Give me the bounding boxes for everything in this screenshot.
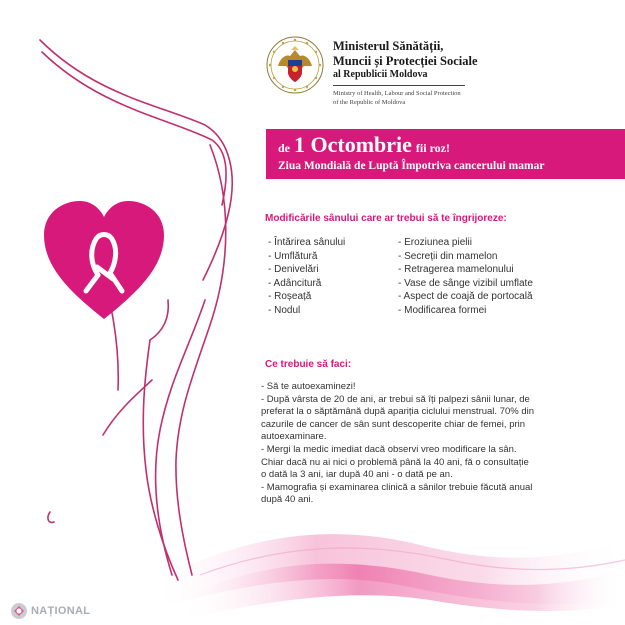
- list-item: - Secreții din mamelon: [398, 250, 498, 262]
- watermark-text: NAȚIONAL: [31, 605, 91, 617]
- ministry-divider: [333, 85, 465, 86]
- heart-icon: [40, 197, 168, 321]
- list-item: - Adâncitură: [268, 277, 322, 289]
- list-item: - Mamografia și examinarea clinică a sânilor trebuie făcută anual: [261, 481, 533, 493]
- list-item: - Aspect de coajă de portocală: [398, 291, 533, 302]
- ministry-name-line2: Muncii și Protecției Sociale: [333, 54, 478, 68]
- list-item: - Să te autoexaminezi!: [261, 381, 356, 392]
- list-item: - Retragerea mamelonului: [398, 264, 514, 275]
- list-item: - Umflătură: [268, 250, 318, 262]
- changes-list-left: [268, 236, 345, 317]
- banner-subtitle: Ziua Mondială de Luptă Împotriva cancerului mamar: [278, 160, 545, 172]
- todo-list: [261, 381, 591, 507]
- todo-title: Ce trebuie să faci:: [265, 359, 352, 370]
- list-item: - Mergi la medic imediat dacă observi vreo modificare la sân.: [261, 443, 517, 455]
- list-item: - Modificarea formei: [398, 304, 487, 316]
- list-item: cazurile de cancer de sân sunt descoperite chiar de femei, prin: [261, 418, 526, 430]
- list-item: - Vase de sânge vizibil umflate: [398, 277, 533, 289]
- list-item: preferat la o săptămână după apariția ciclului menstrual. 70% din: [261, 406, 535, 418]
- national-watermark: [10, 602, 90, 620]
- list-item: o dată la 3 ani, iar după 40 ani - o dată pe an.: [261, 469, 453, 481]
- coat-of-arms-icon: [266, 36, 324, 94]
- ministry-name-en-line2: of the Republic of Moldova: [333, 99, 406, 106]
- banner-suffix: fii roz!: [415, 141, 451, 155]
- list-item: - Nodul: [268, 304, 301, 316]
- changes-title: Modificările sânului care ar trebui să te îngrijoreze:: [265, 213, 507, 224]
- national-logo-icon: [10, 602, 28, 620]
- changes-list-right: [398, 236, 533, 317]
- list-item: - După vârsta de 20 de ani, ar trebui să îți palpezi sânii lunar, de: [261, 393, 530, 405]
- ministry-name-line3: al Republicii Moldova: [333, 69, 428, 80]
- list-item: - Denivelări: [268, 264, 319, 275]
- list-item: - Întărirea sânului: [268, 237, 346, 248]
- list-item: după 40 ani.: [261, 494, 314, 506]
- ministry-name-en-line1: Ministry of Health, Labour and Social Protection: [333, 90, 461, 97]
- ministry-header: [333, 39, 478, 107]
- list-item: Chiar dacă nu ai nici o problemă până la 40 ani, fă o consultație: [261, 456, 529, 468]
- list-item: autoexaminare.: [261, 431, 327, 443]
- date-banner: [266, 129, 625, 179]
- list-item: - Eroziunea pielii: [398, 237, 472, 248]
- banner-date: 1 Octombrie: [294, 132, 412, 157]
- banner-prefix: de: [278, 141, 290, 155]
- ministry-name-line1: Ministerul Sănătății,: [333, 39, 444, 53]
- list-item: - Roșeață: [268, 291, 312, 302]
